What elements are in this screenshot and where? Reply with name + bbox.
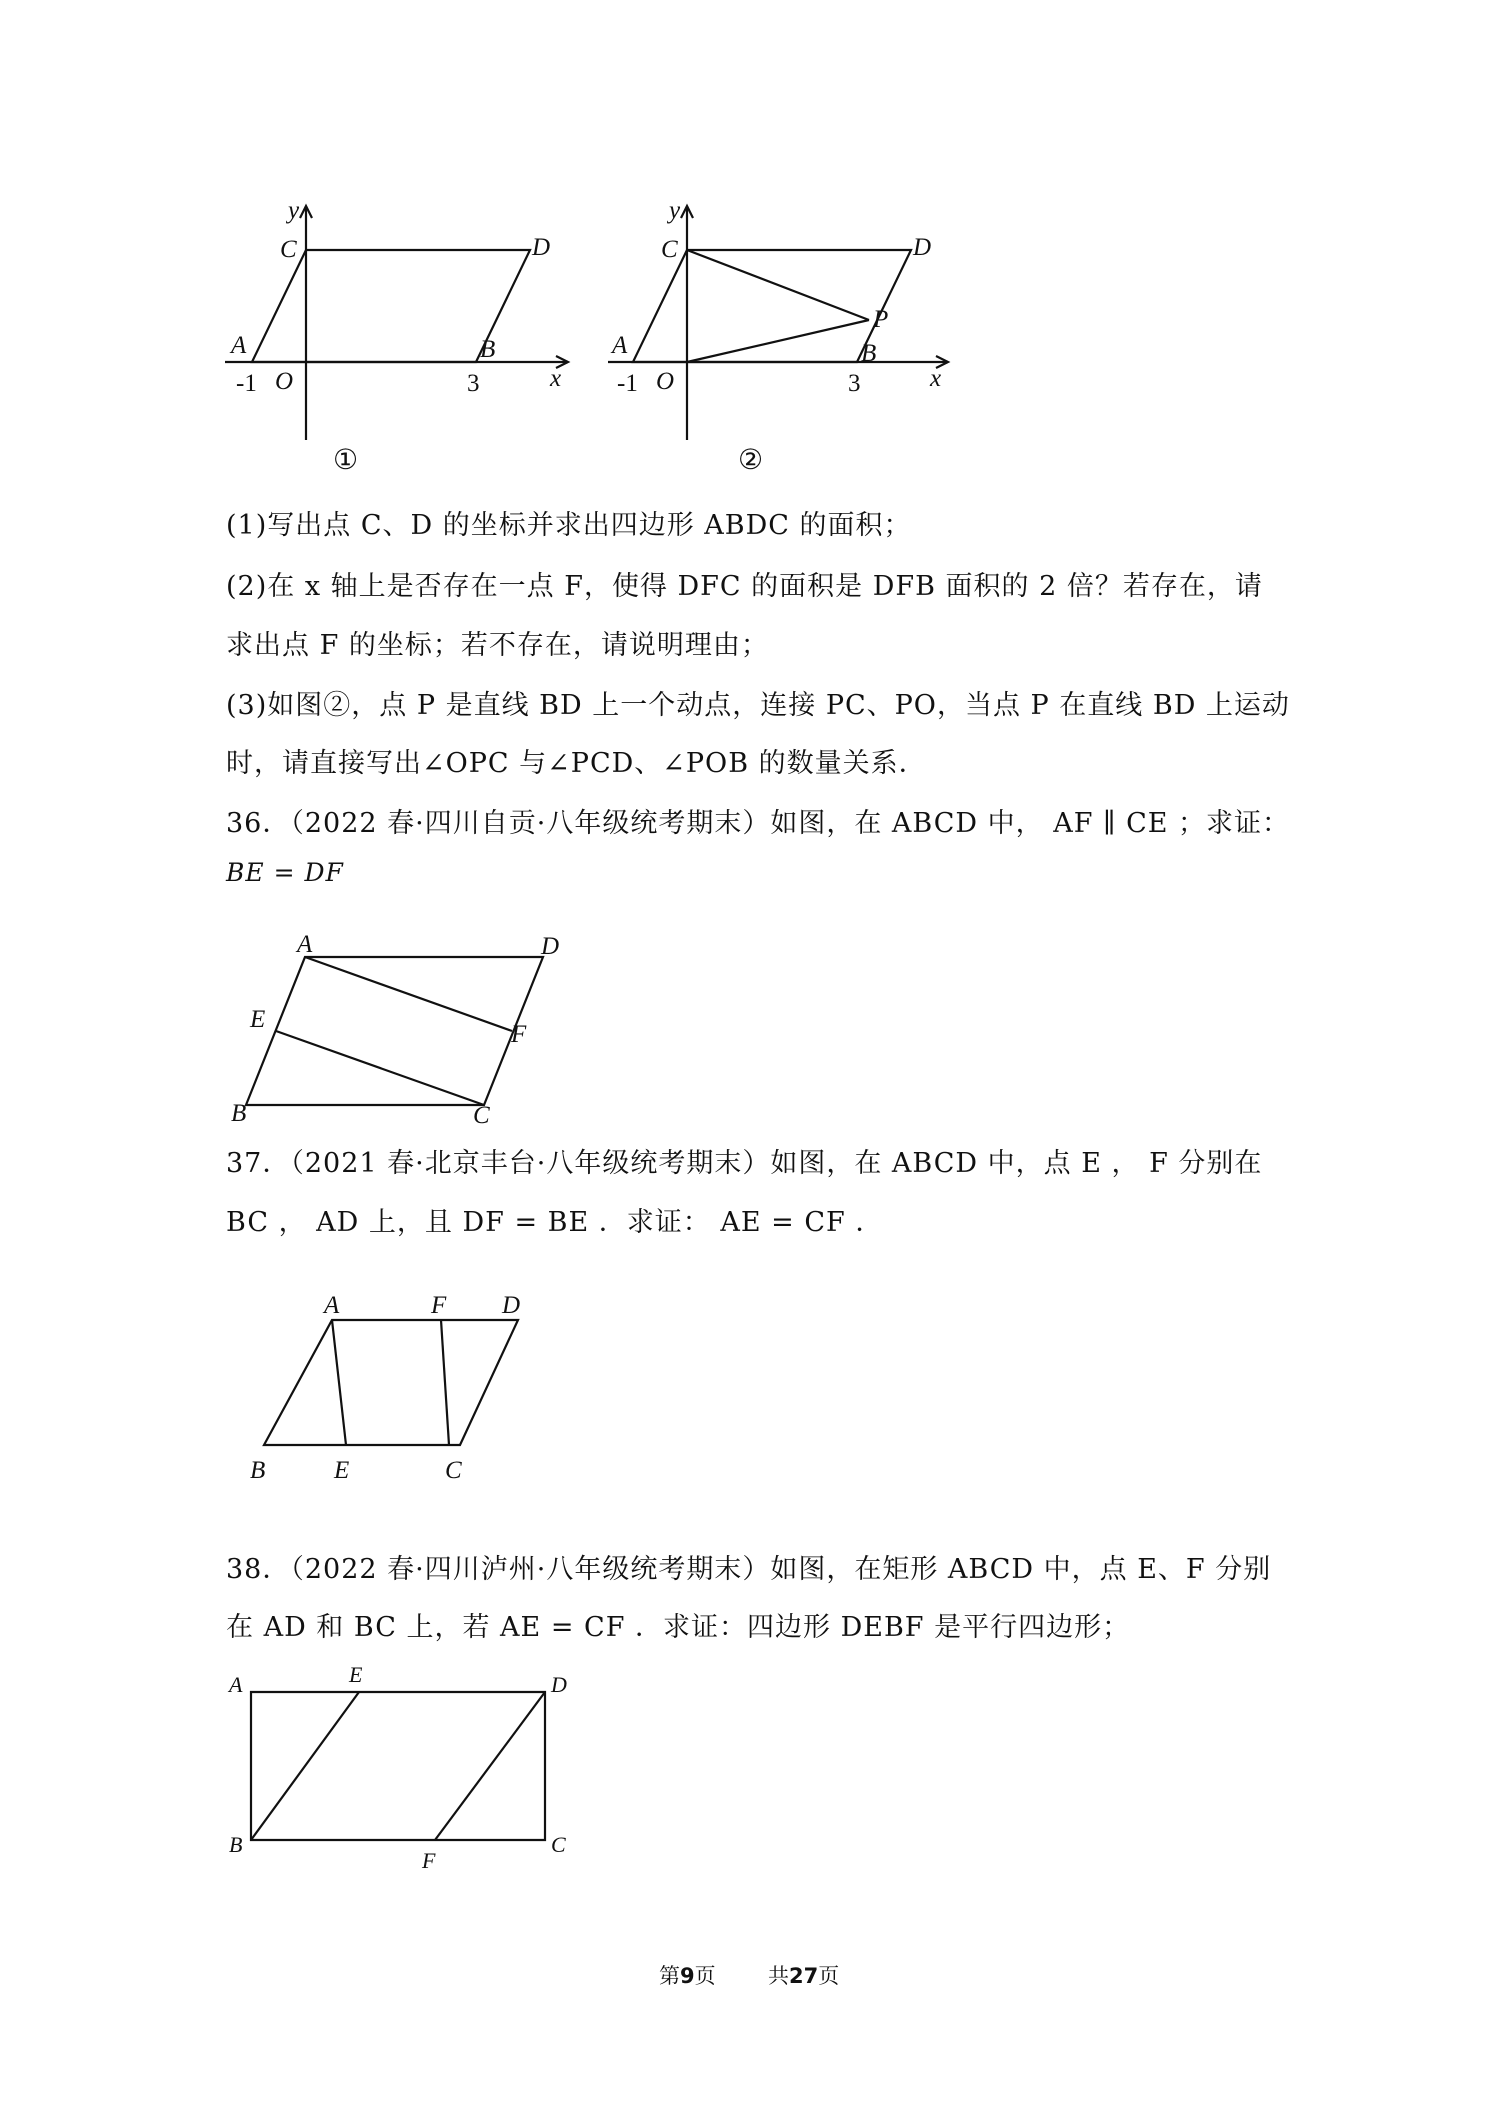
total-pages bbox=[768, 1960, 839, 1990]
point-a-label: A bbox=[324, 1292, 340, 1319]
point-e-label: E bbox=[349, 1662, 363, 1687]
point-f-label: F bbox=[422, 1848, 436, 1873]
q38-line2: 在 AD 和 BC 上，若 AE = CF ．求证：四边形 DEBF 是平行四边形； bbox=[226, 1612, 1131, 1643]
page-num: 9 bbox=[680, 1964, 695, 1988]
point-f-label: F bbox=[431, 1292, 447, 1319]
segment-po bbox=[687, 320, 869, 362]
point-a-label: A bbox=[297, 931, 313, 958]
figure-2-caption: ② bbox=[738, 443, 764, 476]
segment-af bbox=[305, 957, 512, 1031]
point-b-label: B bbox=[480, 336, 496, 363]
y-axis-label: y bbox=[669, 197, 681, 224]
q38-line1: 38．（2022 春·四川泸州·八年级统考期末）如图，在矩形 ABCD 中，点 E、F 分别 bbox=[226, 1554, 1272, 1585]
segment-cf bbox=[441, 1320, 449, 1445]
tick-3: 3 bbox=[848, 370, 861, 397]
segment-pc bbox=[687, 250, 869, 320]
rectangle-abcd bbox=[251, 1692, 545, 1840]
point-b-label: B bbox=[250, 1457, 266, 1484]
point-d-label: D bbox=[551, 1672, 567, 1697]
point-d-label: D bbox=[913, 234, 932, 261]
tick-neg-1: -1 bbox=[617, 370, 638, 397]
segment-ae bbox=[332, 1320, 346, 1445]
page-number bbox=[659, 1960, 716, 1990]
point-a-label: A bbox=[612, 332, 628, 359]
figure-1-caption: ① bbox=[333, 443, 359, 476]
total-num: 27 bbox=[789, 1964, 819, 1988]
q35-part2-line1: (2)在 x 轴上是否存在一点 F，使得 DFC 的面积是 DFB 面积的 2 倍？若存在，请 bbox=[226, 571, 1263, 602]
segment-eb bbox=[251, 1692, 359, 1840]
total-prefix: 共 bbox=[768, 1964, 789, 1988]
q37-line1: 37．（2021 春·北京丰台·八年级统考期末）如图，在 ABCD 中，点 E ， F 分别在 bbox=[226, 1148, 1263, 1179]
point-p-label: P bbox=[873, 306, 889, 333]
y-axis-label: y bbox=[288, 197, 300, 224]
point-d-label: D bbox=[532, 234, 551, 261]
q35-part1: (1)写出点 C、D 的坐标并求出四边形 ABDC 的面积； bbox=[226, 510, 912, 541]
origin-label: O bbox=[275, 368, 294, 395]
total-suffix: 页 bbox=[818, 1964, 840, 1988]
figure-1-coordinate-parallelogram bbox=[200, 197, 580, 450]
point-f-label: F bbox=[511, 1021, 527, 1048]
point-c-label: C bbox=[280, 236, 297, 263]
page-suffix: 页 bbox=[694, 1964, 716, 1988]
point-c-label: C bbox=[473, 1102, 490, 1129]
point-b-label: B bbox=[861, 340, 877, 367]
x-axis-label: x bbox=[930, 365, 942, 392]
origin-label: O bbox=[656, 368, 675, 395]
point-b-label: B bbox=[231, 1100, 247, 1127]
parallelogram-abcd bbox=[246, 957, 543, 1105]
figure-2-coordinate-parallelogram bbox=[583, 197, 963, 450]
point-e-label: E bbox=[334, 1457, 350, 1484]
q35-part3-line2: 时，请直接写出∠OPC 与∠PCD、∠POB 的数量关系． bbox=[226, 748, 927, 779]
x-axis-label: x bbox=[550, 365, 562, 392]
q35-part2-line2: 求出点 F 的坐标；若不存在，请说明理由； bbox=[226, 630, 769, 661]
point-b-label: B bbox=[229, 1832, 243, 1857]
point-e-label: E bbox=[250, 1006, 266, 1033]
point-d-label: D bbox=[502, 1292, 521, 1319]
point-c-label: C bbox=[661, 236, 678, 263]
point-a-label: A bbox=[229, 1672, 243, 1697]
q37-parallelogram-figure bbox=[240, 1285, 540, 1505]
point-c-label: C bbox=[551, 1832, 566, 1857]
parallelogram-abcd bbox=[264, 1320, 518, 1445]
point-a-label: A bbox=[231, 332, 247, 359]
page-prefix: 第 bbox=[659, 1964, 680, 1988]
q36-parallelogram-figure bbox=[225, 925, 565, 1129]
point-c-label: C bbox=[445, 1457, 462, 1484]
segment-ec bbox=[276, 1031, 484, 1105]
q36-line1: 36．（2022 春·四川自贡·八年级统考期末）如图，在 ABCD 中， AF ∥ CE ；求证： bbox=[226, 808, 1291, 839]
q36-line2: BE = DF bbox=[226, 858, 344, 887]
q37-line2: BC ， AD 上，且 DF = BE ．求证： AE = CF ． bbox=[226, 1207, 884, 1238]
tick-neg-1: -1 bbox=[236, 370, 257, 397]
q35-part3-line1: (3)如图②，点 P 是直线 BD 上一个动点，连接 PC、PO，当点 P 在直线 BD 上运动 bbox=[226, 690, 1290, 721]
q38-rectangle-figure bbox=[225, 1650, 585, 1890]
segment-df bbox=[435, 1692, 545, 1840]
tick-3: 3 bbox=[467, 370, 480, 397]
point-d-label: D bbox=[541, 933, 560, 960]
